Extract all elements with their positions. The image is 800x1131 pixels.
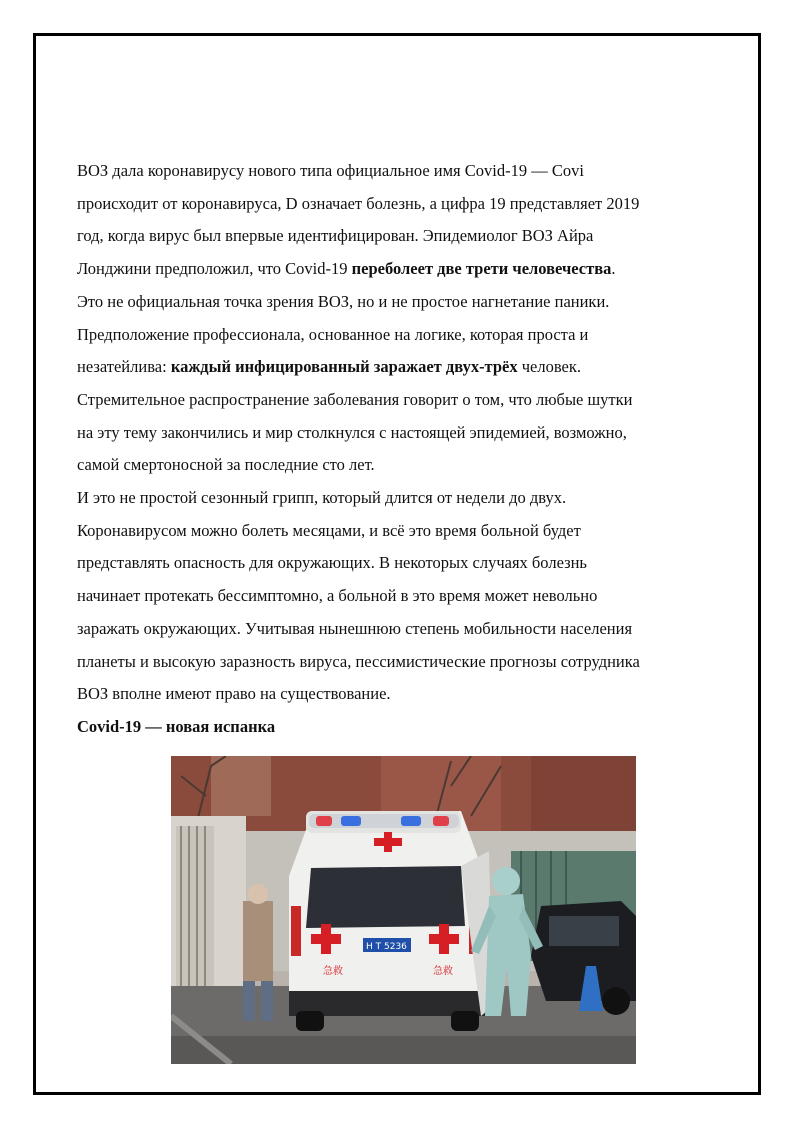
text-line: на эту тему закончились и мир столкнулся с настоящей эпидемией, возможно, — [77, 422, 627, 442]
text-fragment: человек. — [517, 357, 582, 377]
paragraph-2 — [77, 482, 737, 711]
text-line: самой смертоносной за последние сто лет. — [77, 455, 375, 475]
text-line: заражать окружающих. Учитывая нынешнюю степень мобильности населения — [77, 618, 633, 638]
text-line: начинает протекать бессимптомно, а больной в это время может невольно — [77, 586, 598, 606]
section-heading: Covid-19 — новая испанка — [77, 716, 276, 736]
text-line: ВОЗ вполне имеют право на существование. — [77, 684, 391, 704]
ambulance-side-label: 急救 — [433, 966, 453, 977]
text-line — [77, 351, 737, 384]
text-line: Предположение профессионала, основанное на логике, которая проста и — [77, 324, 589, 344]
text-line: представлять опасность для окружающих. В некоторых случаях болезнь — [77, 553, 587, 573]
text-fragment: Лонджини предположил, что Covid-19 — [77, 259, 352, 279]
text-line: планеты и высокую заразность вируса, пессимистические прогнозы сотрудника — [77, 651, 640, 671]
text-line: год, когда вирус был впервые идентифицирован. Эпидемиолог ВОЗ Айра — [77, 226, 594, 246]
bold-phrase: каждый инфицированный заражает двух-трёх — [170, 357, 518, 377]
text-line: Это не официальная точка зрения ВОЗ, но и не простое нагнетание паники. — [77, 291, 610, 311]
text-line: И это не простой сезонный грипп, который длится от недели до двух. — [77, 488, 567, 508]
text-line — [77, 253, 737, 286]
text-fragment: . — [611, 259, 616, 279]
text-line: Стремительное распространение заболевания говорит о том, что любые шутки — [77, 389, 633, 409]
ambulance-side-label: 急救 — [323, 966, 343, 977]
text-line: происходит от коронавируса, D означает болезнь, а цифра 19 представляет 2019 — [77, 193, 640, 213]
text-fragment: незатейлива: — [77, 357, 171, 377]
ambulance-photo — [171, 756, 636, 1064]
bold-phrase: переболеет две трети человечества — [351, 259, 612, 279]
paragraph-1 — [77, 155, 737, 482]
text-line: ВОЗ дала коронавирусу нового типа официальное имя Covid-19 — Covi — [77, 161, 584, 180]
article-text — [77, 155, 737, 744]
text-line: Коронавирусом можно болеть месяцами, и всё это время больной будет — [77, 520, 581, 540]
license-plate: H T 5236 — [366, 942, 407, 952]
